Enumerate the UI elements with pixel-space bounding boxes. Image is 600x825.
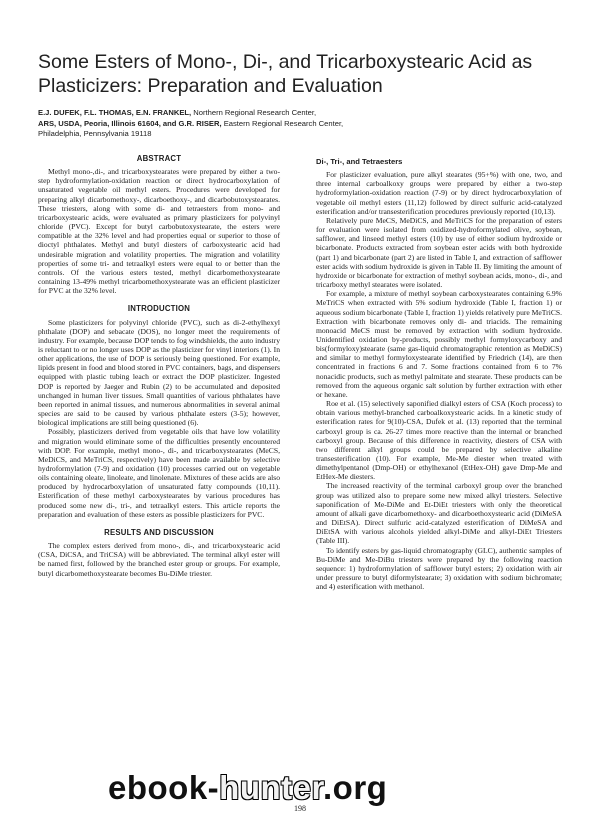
abstract-heading: ABSTRACT (136, 154, 182, 163)
paper-title: Some Esters of Mono-, Di-, and Tricarboxystearic Acid as Plasticizers: Preparation and Evaluation (38, 51, 533, 97)
watermark-part-1: ebook- (108, 769, 220, 806)
results-heading: RESULTS AND DISCUSSION (104, 527, 214, 537)
watermark-part-2: hunter (219, 769, 324, 806)
right-paragraph-5: The increased reactivity of the terminal carboxyl group over the branched group was utilized also to prepare some new mixed alkyl triesters. Selective saponification of Me-DiMe and Et-DiEt triesters with only the theoretical amount of alkali gave dicarbomethoxy- and dicarboethoxystearic acid (DiMeSA and DiEtSA). Direct sulfuric acid-catalyzed esterification of DiMeSA and DiEtSA with various alcohols yielded alkyl-DiMe and alkyl-DiEt Triesters (Table III). (316, 481, 562, 546)
right-paragraph-1: For plasticizer evaluation, pure alkyl stearates (95+%) with one, two, and three internal carboalkoxy groups were prepared by either a two-step hydroformylation-oxidation reaction (7-9) or by direct hydrocarboxylation of vegetable oil methyl esters (11,12) followed by direct sulfuric acid-catalyzed esterification and/or transesterification procedures previously reported (10,13). (316, 170, 562, 216)
right-paragraph-2: Relatively pure MeCS, MeDiCS, and MeTriCS for the preparation of esters for evaluation were isolated from oxidized-hydroformylated olive, soybean, safflower, and linseed methyl esters (10) by use of either sodium hydroxide or bicarbonate. Products extracted from soybean ester acids with both hydroxide (part 1) and bicarbonate (part 2) are listed in Table I, and extraction of safflower ester acids with sodium hydroxide is given in Table II. By limiting the amount of hydroxide or bicarbonate for extraction of methyl soybean acids, mono-, di-, and tricarboxy methyl stearates were isolated. (316, 215, 562, 290)
right-column (316, 157, 562, 591)
page-number: 198 (294, 804, 306, 813)
intro-paragraph-2: Possibly, plasticizers derived from vegetable oils that have low volatility and migration would eliminate some of the difficulties presently encountered with DOP. For example, methyl mono-, di-, and tricarboxystearates (MeCS, MeDiCS, and MeTriCS, respectively) have been made available by selective hydroformylation (7-9) and oxidation (10) processes carried out on vegetable oils containing oleate, linoleate, and linolenate. Mixtures of these acids are also produced by hydrocarboxylation of unsaturated fatty compounds (10,11). Esterification of these methyl carboxystearates by various procedures has produced some new di-, tri-, and tetraalkyl esters. This article reports the preparation and evaluation of these esters as possible plasticizers for PVC. (38, 427, 280, 519)
esters-subheading: Di-, Tri-, and Tetraesters (316, 157, 403, 166)
intro-paragraph-1: Some plasticizers for polyvinyl chloride (PVC), such as di-2-ethylhexyl phthalate (DOP) and sebacate (DOS), no longer meet the requirements of industry. For example, because DOP tends to fog windshields, the auto industry is reluctant to or no longer uses DOP as the plasticizer for vinyl interiors (1). In other applications, the use of DOP is seriously being questioned. For example, lipids present in food and blood stored in PVC containers, bags, and dispensers equipped with plastic tubing leach or extract the DOP plasticizer. Ingested DOP is reported by Jaeger and Rubin (2) to be accumulated and deposited unchanged in human liver tissues. Small quantities of various phthalates have been reported in animal tissues, and numerous abnormalities in several animal species are said to be caused by various phthalate esters (3-5); however, biological implications are still being questioned (6). (38, 317, 280, 428)
author-names-2: ARS, USDA, Peoria, Illinois 61604, and G.R. RISER, (38, 118, 222, 128)
right-paragraph-4: Roe et al. (15) selectively saponified dialkyl esters of CSA (Koch process) to obtain various methyl-branched carboalkoxystearic acids. In a kinetic study of esterification rates for 9(10)-CSA, Dufek et al. (13) reported that the terminal carboxyl group is ca. 26-27 times more reactive than the internal or branched carboxyl group. Because of this difference in reactivity, diesters of CSA with two different alkyl groups could be prepared by selective alkaline transesterification (10). For example, Me-Me diester when treated with dimethylpentanol (Dmp-OH) or ethylhexanol (EtHex-OH) gave Dmp-Me and EtHex-Me diesters. (316, 399, 562, 482)
watermark-part-3: .org (323, 769, 388, 806)
results-paragraph-1: The complex esters derived from mono-, di-, and tricarboxystearic acid (CSA, DiCSA, and TriCSA) will be abbreviated. The terminal alkyl ester will be named first, followed by the branched ester group or groups. For example, butyl dicarbomethoxystearate becomes Bu-DiMe triester. (38, 541, 280, 578)
watermark-logo (108, 768, 598, 808)
author-line-3: Philadelphia, Pennsylvania 19118 (38, 129, 152, 139)
author-block (38, 108, 538, 140)
right-paragraph-3: For example, a mixture of methyl soybean carboxystearates containing 6.9% MeTriCS when extracted with 5% sodium hydroxide (Table I, fraction 1) or aqueous sodium bicarbonate (Table I, fraction 1) yields relatively pure MeTriCS. Extraction with bicarbonate removes only di- and triacids. The remaining monoacid MeCS must be removed by extraction with sodium hydroxide. Unidentified oxidation by-products, possibly methyl formyloxycarboxy and bis(formyloxy)stearate (same gas-liquid chromatographic retention as MeDiCS) and similar to methyl formyloxystearate identified by Friedrich (14), are then concentrated in fractions 6 and 7. Some fractions contained from 6 to 7% nonacidic products, such as methyl palmitate and stearate. These products can be removed from the aqueous organic salt solution by further extraction with ether or hexane. (316, 289, 562, 399)
author-line-1 (38, 108, 538, 119)
author-affiliation-2: Eastern Regional Research Center, (223, 118, 344, 128)
introduction-heading: INTRODUCTION (127, 304, 191, 314)
author-affiliation-1: Northern Regional Research Center, (193, 108, 317, 117)
abstract-text: Methyl mono-,di-, and tricarboxystearates were prepared by either a two-step hydroformylation-oxidation reaction or direct hydrocarboxylation of unsaturated vegetable oil methyl esters. Procedures were developed for preparing alkyl dicarbomethoxy-, dicarboethoxy-, and dicarbobutoxystearates. These triesters, along with some di- and tetraesters from mono- and tricarboxystearic acids, were evaluated as primary plasticizers for polyvinyl chloride (PVC). Except for butyl carbobutoxystearate, the esters were compatible at the 32% level and had properties equal or superior to those of dioctyl phthalates. Methyl and butyl diesters of carboxystearic acid had undesirable migration and volatility properties. The migration and volatility properties of some tri- and tetraalkyl esters were equal to or better than the controls. Of the various esters tested, methyl dicarbomethoxystearate containing 13-49% methyl tricarbomethoxystearate was an efficient plasticizer for PVC at the 32% level. (38, 167, 280, 296)
author-line-2 (38, 119, 538, 130)
right-paragraph-6: To identify esters by gas-liquid chromatography (GLC), authentic samples of Bu-DiMe and Me-DiBu triesters were prepared by the following reaction sequence: 1) hydroformylation of safflower butyl esters; 2) oxidation with air under pressure to butyl diformylstearate; 3) oxidation with sodium bichromate; and 4) esterification with methanol. (316, 545, 562, 592)
author-names-1: E.J. DUFEK, F.L. THOMAS, E.N. FRANKEL, (38, 108, 192, 117)
left-column (38, 154, 280, 578)
